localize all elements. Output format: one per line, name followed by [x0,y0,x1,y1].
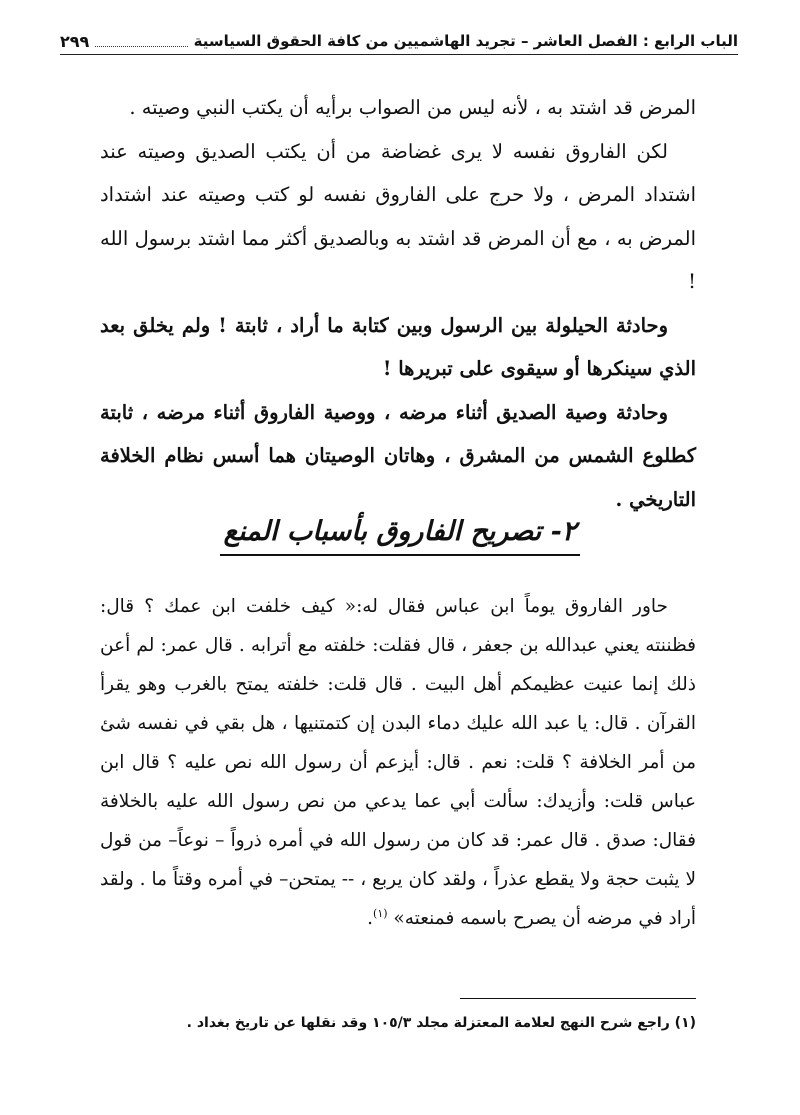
paragraph-4: وحادثة وصية الصديق أثناء مرضه ، ووصية الفاروق أثناء مرضه ، ثابتة كطلوع الشمس من المشرق ، وهاتان الوصيتان هما أسس نظام الخلافة التاريخي . [100,400,696,511]
paragraph-1: المرض قد اشتد به ، لأنه ليس من الصواب برأيه أن يكتب النبي وصيته . [129,96,696,119]
paragraph-5-text: حاور الفاروق يوماً ابن عباس فقال له:« كيف خلفت ابن عمك ؟ قال: فظننته يعني عبدالله بن جعفر ، قال فقلت: خلفته مع أترابه . قال عمر: لم أعن ذلك إنما عنيت عظيمكم أهل البيت . قال قلت: خلفته يمتح بالغرب وهو يقرأ القرآن . قال: يا عبد الله عليك دماء البدن إن كتمتنيها ، هل بقي في نفسه شئ من أمر الخلافة ؟ قلت: نعم . قال: أيزعم أن رسول الله نص عليه ؟ قال ابن عباس قلت: وأزيدك: سألت أبي عما يدعي من نص رسول الله عليه بالخلافة فقال: صدق . قال عمر: قد كان من رسول الله في أمره ذرواً – نوعاً– من قول لا يثبت حجة ولا يقطع عذراً ، ولقد كان يربع ، -- يمتحن– في أمره وقتاً ما . ولقد أراد في مرضه أن يصرح باسمه فمنعته» [100,596,696,929]
paragraph-3: وحادثة الحيلولة بين الرسول وبين كتابة ما أراد ، ثابتة ! ولم يخلق بعد الذي سينكرها أو سيقوى على تبريرها ! [100,313,696,380]
section-title-text: ٢- تصريح الفاروق بأسباب المنع [220,512,581,556]
page-number: ٢٩٩ [60,31,90,51]
paragraph-2: لكن الفاروق نفسه لا يرى غضاضة من أن يكتب الصديق وصيته عند اشتداد المرض ، ولا حرج على الفاروق نفسه لو كتب وصيته عند اشتداد المرض به ، مع أن المرض قد اشتد به وبالصديق أكثر مما اشتد برسول الله ! [100,139,696,293]
section-heading [0,512,800,556]
body-text-bottom [100,587,696,938]
footnote-divider [460,998,696,999]
footnote: (١) راجع شرح النهج لعلامة المعتزلة مجلد ١٠٥/٣ وقد نقلها عن تاريخ بغداد . [186,1015,696,1031]
header-title: الباب الرابع : الفصل العاشر – تجريد الهاشميين من كافة الحقوق السياسية [193,32,738,50]
footnote-reference: (١) [373,906,388,920]
running-header [60,28,738,55]
body-text-top [100,86,696,521]
header-leader-dots [95,36,187,47]
paragraph-5: حاور الفاروق يوماً ابن عباس فقال له:« كيف خلفت ابن عمك ؟ قال: فظننته يعني عبدالله بن جعفر ، قال فقلت: خلفته مع أترابه . قال عمر: لم أعن ذلك إنما عنيت عظيمكم أهل البيت . قال قلت: خلفته يمتح بالغرب وهو يقرأ القرآن . قال: يا عبد الله عليك دماء البدن إن كتمتنيها ، هل بقي في نفسه شئ من أمر الخلافة ؟ قلت: نعم . قال: أيزعم أن رسول الله نص عليه ؟ قال ابن عباس قلت: وأزيدك: سألت أبي عما يدعي من نص رسول الله عليه بالخلافة فقال: صدق . قال عمر: قد كان من رسول الله في أمره ذرواً – نوعاً– من قول لا يثبت حجة ولا يقطع عذراً ، ولقد كان يربع ، -- يمتحن– في أمره وقتاً ما . ولقد أراد في مرضه أن يصرح باسمه فمنعته» $^{(١)}$. [100,596,696,929]
